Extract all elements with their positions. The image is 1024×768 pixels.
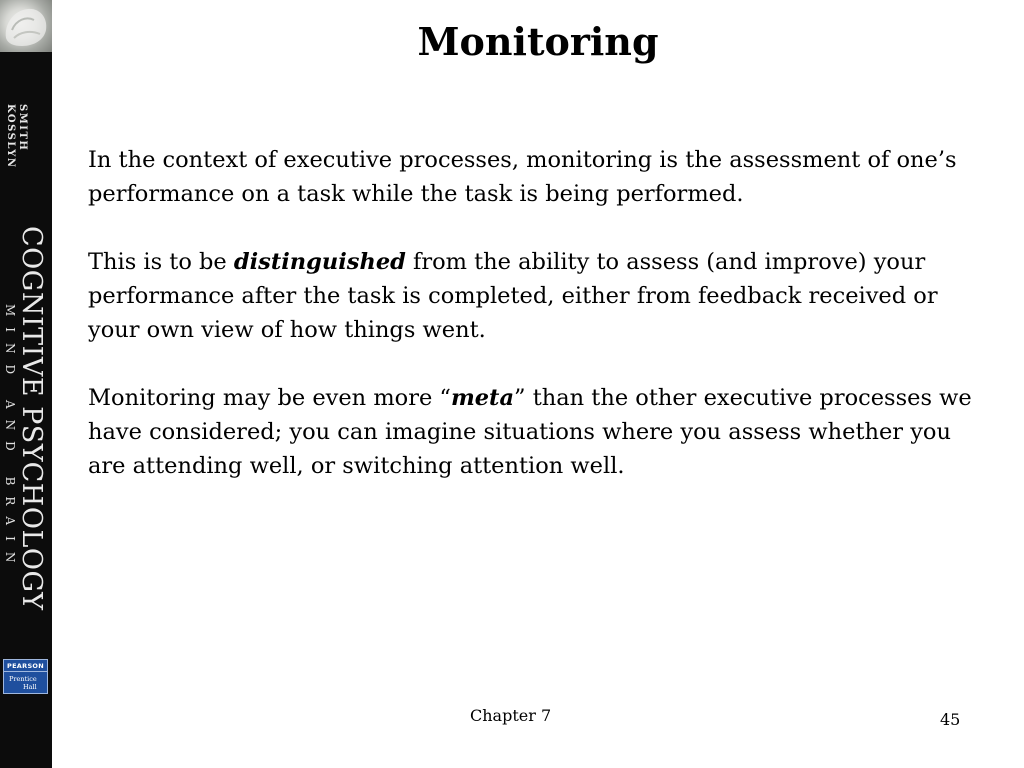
author-smith: SMITH — [17, 104, 28, 152]
paragraph-distinction-rest: from the ability to assess (and improve) your performance after the task is completed, either from feedback received or your own view of how things went. — [88, 249, 938, 343]
imprint-prentice: Prentice — [9, 675, 37, 683]
paragraph-distinction — [88, 245, 988, 347]
footer-chapter-label: Chapter 7 — [470, 706, 552, 725]
paragraph-distinction-lead: This is to be — [88, 249, 234, 275]
imprint-hall: Hall — [23, 683, 37, 691]
cover-art-image — [0, 0, 52, 52]
paragraph-definition: In the context of executive processes, monitoring is the assessment of one’s performance on a task while the task is being performed. — [88, 147, 957, 207]
publisher-logo — [3, 659, 48, 694]
emphasis-distinguished: distinguished — [233, 249, 406, 275]
book-subtitle: MIND AND BRAIN — [3, 304, 17, 574]
paragraph-meta-rest: ” than the other executive processes we have considered; you can imagine situations where you assess whether you are attending well, or switching attention well. — [88, 385, 972, 479]
brain-sculpture-icon — [0, 0, 52, 52]
footer-page-number: 45 — [940, 710, 961, 729]
book-authors — [4, 104, 28, 169]
emphasis-meta: meta — [450, 385, 515, 411]
book-spine-sidebar — [0, 0, 52, 768]
publisher-imprint — [4, 672, 47, 691]
publisher-name: PEARSON — [4, 660, 47, 672]
paragraph-meta-lead: Monitoring may be even more “ — [88, 385, 451, 411]
slide-body — [88, 143, 988, 517]
book-title: COGNITIVE PSYCHOLOGY — [16, 226, 47, 611]
slide-title: Monitoring — [417, 19, 659, 64]
paragraph-meta — [88, 381, 988, 483]
author-kosslyn: KOSSLYN — [5, 104, 16, 169]
